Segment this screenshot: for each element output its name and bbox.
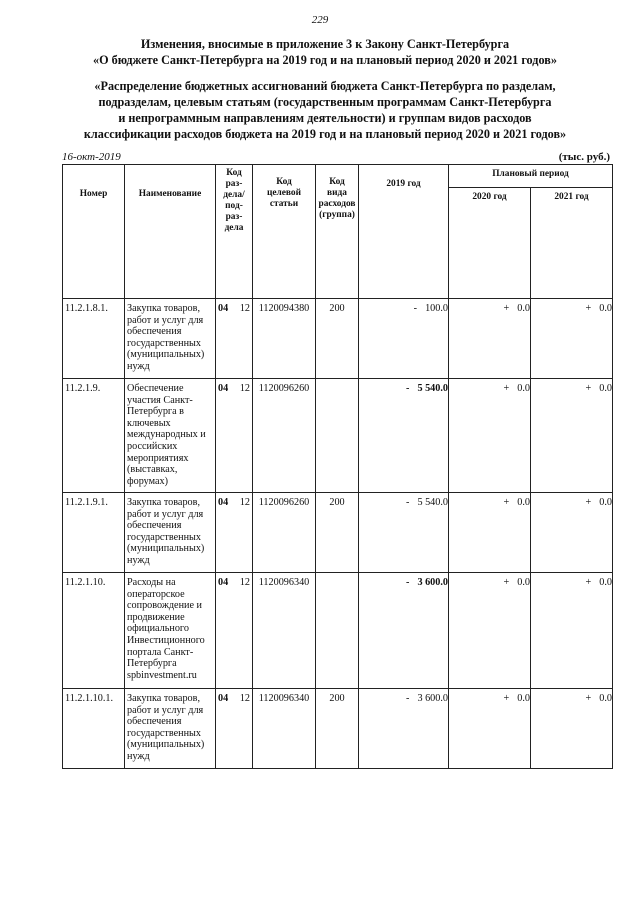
row-name-line: (муниципальных) bbox=[127, 543, 205, 555]
sign: - bbox=[406, 497, 410, 508]
table-row bbox=[63, 573, 613, 689]
row-amount-2019 bbox=[359, 299, 449, 379]
sign: + bbox=[585, 693, 592, 704]
sign: + bbox=[585, 497, 592, 508]
row-number: 11.2.1.10. bbox=[63, 573, 125, 689]
row-name bbox=[125, 379, 216, 493]
document-date: 16-окт-2019 bbox=[62, 151, 121, 163]
row-name-line: обеспечения bbox=[127, 326, 182, 338]
subsection-code: 12 bbox=[239, 693, 250, 704]
row-expense-type bbox=[316, 379, 359, 493]
section-code: 04 bbox=[218, 693, 229, 704]
row-amount-2021 bbox=[531, 689, 613, 769]
row-name-line: spbinvestment.ru bbox=[127, 669, 197, 681]
row-name-line: государственных bbox=[127, 727, 201, 739]
row-target-code: 1120096260 bbox=[253, 493, 316, 573]
row-name-line: Закупка товаров, bbox=[127, 693, 200, 704]
header-section bbox=[216, 165, 253, 299]
row-name-line: работ и услуг для bbox=[127, 508, 204, 520]
table-row bbox=[63, 299, 613, 379]
row-name-line: портала Санкт- bbox=[127, 646, 194, 658]
amount: 0.0 bbox=[517, 303, 530, 314]
row-name-line: Обеспечение bbox=[127, 383, 184, 394]
row-expense-type: 200 bbox=[316, 299, 359, 379]
sign: + bbox=[585, 303, 592, 314]
table-row bbox=[63, 689, 613, 769]
row-name bbox=[125, 493, 216, 573]
amount: 5 540.0 bbox=[417, 497, 448, 508]
row-amount-2021 bbox=[531, 493, 613, 573]
row-name-line: нужд bbox=[127, 750, 150, 762]
sign: - bbox=[413, 303, 418, 314]
row-target-code: 1120096340 bbox=[253, 689, 316, 769]
row-amount-2019 bbox=[359, 493, 449, 573]
header-2020: 2020 год bbox=[449, 188, 531, 299]
sign: - bbox=[406, 383, 410, 394]
sign: + bbox=[503, 693, 510, 704]
row-name-line: Закупка товаров, bbox=[127, 303, 200, 314]
page-number: 229 bbox=[311, 14, 329, 26]
row-amount-2020 bbox=[449, 573, 531, 689]
sign: + bbox=[503, 497, 510, 508]
row-number: 11.2.1.8.1. bbox=[63, 299, 125, 379]
header-expense-type-line: (группа) bbox=[319, 210, 355, 220]
row-name-line: работ и услуг для bbox=[127, 704, 204, 716]
row-name-line: Петербурга bbox=[127, 658, 177, 670]
row-name bbox=[125, 299, 216, 379]
row-name-line: (муниципальных) bbox=[127, 349, 205, 361]
amount: 0.0 bbox=[599, 693, 612, 704]
row-name-line: государственных bbox=[127, 337, 201, 349]
header-expense-type-line: вида bbox=[327, 188, 347, 198]
section-code: 04 bbox=[218, 303, 229, 314]
amount: 0.0 bbox=[517, 497, 530, 508]
amount: 3 600.0 bbox=[417, 693, 448, 704]
row-name-line: обеспечения bbox=[127, 520, 182, 532]
row-name-line: участия Санкт- bbox=[127, 394, 193, 406]
row-section-code bbox=[216, 573, 253, 689]
header-name: Наименование bbox=[125, 165, 216, 299]
amount: 0.0 bbox=[599, 497, 612, 508]
amount: 0.0 bbox=[517, 693, 530, 704]
row-name-line: нужд bbox=[127, 360, 150, 372]
row-section-code bbox=[216, 299, 253, 379]
row-amount-2020 bbox=[449, 689, 531, 769]
table-row bbox=[63, 493, 613, 573]
units-label: (тыс. руб.) bbox=[558, 151, 610, 163]
heading-appendix-title bbox=[40, 78, 610, 142]
row-expense-type bbox=[316, 573, 359, 689]
row-name-line: официального bbox=[127, 623, 189, 635]
heading-law-title-line: Изменения, вносимые в приложение 3 к Закону Санкт-Петербурга bbox=[140, 37, 510, 51]
header-section-line: раз- bbox=[225, 179, 243, 189]
row-section-code bbox=[216, 689, 253, 769]
row-amount-2019 bbox=[359, 573, 449, 689]
row-name-line: продвижение bbox=[127, 611, 185, 623]
header-target bbox=[253, 165, 316, 299]
header-expense-type-line: Код bbox=[329, 177, 345, 187]
row-name-line: работ и услуг для bbox=[127, 314, 204, 326]
heading-law-title bbox=[40, 36, 610, 68]
row-target-code: 1120094380 bbox=[253, 299, 316, 379]
sign: + bbox=[585, 577, 592, 588]
sign: + bbox=[503, 303, 510, 314]
heading-appendix-title-line: «Распределение бюджетных ассигнований бюджета Санкт-Петербурга по разделам, bbox=[94, 79, 556, 93]
row-expense-type: 200 bbox=[316, 689, 359, 769]
header-planned-period: Плановый период bbox=[449, 165, 613, 188]
amount: 3 600.0 bbox=[417, 577, 448, 588]
row-name-line: Закупка товаров, bbox=[127, 497, 200, 508]
row-name-line: форумах) bbox=[127, 475, 168, 487]
header-target-line: целевой bbox=[266, 188, 302, 198]
row-amount-2021 bbox=[531, 573, 613, 689]
row-amount-2020 bbox=[449, 299, 531, 379]
header-2021: 2021 год bbox=[531, 188, 613, 299]
amount: 100.0 bbox=[425, 303, 448, 314]
heading-appendix-title-line: и непрограммным направлениям деятельности) и группам видов расходов bbox=[118, 111, 532, 125]
row-number: 11.2.1.9. bbox=[63, 379, 125, 493]
row-name-line: мероприятиях bbox=[127, 452, 189, 464]
header-section-line: раз- bbox=[225, 212, 243, 222]
row-target-code: 1120096340 bbox=[253, 573, 316, 689]
row-amount-2021 bbox=[531, 299, 613, 379]
row-section-code bbox=[216, 379, 253, 493]
heading-appendix-title-line: подразделам, целевым статьям (государственным программам Санкт-Петербурга bbox=[98, 95, 552, 109]
row-name bbox=[125, 573, 216, 689]
row-name-line: Расходы на bbox=[127, 577, 176, 588]
header-target-line: Код bbox=[276, 177, 292, 187]
row-name-line: ключевых bbox=[127, 417, 171, 429]
table-row bbox=[63, 379, 613, 493]
row-number: 11.2.1.10.1. bbox=[63, 689, 125, 769]
row-amount-2019 bbox=[359, 379, 449, 493]
header-expense-type-line: расходов bbox=[318, 199, 356, 209]
header-target-line: статьи bbox=[269, 199, 299, 209]
heading-law-title-line: «О бюджете Санкт-Петербурга на 2019 год и на плановый период 2020 и 2021 годов» bbox=[93, 53, 557, 67]
heading-appendix-title-line: классификации расходов бюджета на 2019 год и на плановый период 2020 и 2021 годов» bbox=[83, 127, 567, 141]
amount: 0.0 bbox=[517, 577, 530, 588]
row-name-line: сопровождение и bbox=[127, 600, 203, 612]
section-code: 04 bbox=[218, 497, 229, 508]
header-number: Номер bbox=[63, 165, 125, 299]
row-name-line: обеспечения bbox=[127, 716, 182, 728]
row-amount-2019 bbox=[359, 689, 449, 769]
subsection-code: 12 bbox=[239, 577, 250, 588]
sign: + bbox=[503, 383, 510, 394]
sign: + bbox=[585, 383, 592, 394]
subsection-code: 12 bbox=[239, 303, 250, 314]
row-amount-2021 bbox=[531, 379, 613, 493]
row-name-line: нужд bbox=[127, 554, 150, 566]
row-name-line: российских bbox=[127, 440, 178, 452]
header-section-line: дела bbox=[224, 223, 244, 233]
row-name-line: операторское bbox=[127, 588, 185, 600]
subsection-code: 12 bbox=[239, 497, 250, 508]
row-name bbox=[125, 689, 216, 769]
amount: 0.0 bbox=[599, 303, 612, 314]
row-name-line: государственных bbox=[127, 531, 201, 543]
sign: - bbox=[406, 693, 410, 704]
header-expense-type bbox=[316, 165, 359, 299]
row-name-line: (муниципальных) bbox=[127, 739, 205, 751]
row-amount-2020 bbox=[449, 493, 531, 573]
amount: 0.0 bbox=[599, 383, 612, 394]
amount: 5 540.0 bbox=[417, 383, 448, 394]
budget-table bbox=[62, 164, 613, 769]
row-section-code bbox=[216, 493, 253, 573]
row-name-line: международных и bbox=[127, 429, 206, 441]
header-section-line: под- bbox=[225, 201, 243, 211]
sign: + bbox=[503, 577, 510, 588]
header-section-line: дела/ bbox=[223, 190, 245, 200]
amount: 0.0 bbox=[517, 383, 530, 394]
header-section-line: Код bbox=[226, 168, 242, 178]
row-name-line: (выставках, bbox=[127, 464, 178, 476]
row-expense-type: 200 bbox=[316, 493, 359, 573]
header-2019: 2019 год bbox=[359, 165, 449, 299]
section-code: 04 bbox=[218, 383, 229, 394]
row-amount-2020 bbox=[449, 379, 531, 493]
row-target-code: 1120096260 bbox=[253, 379, 316, 493]
row-number: 11.2.1.9.1. bbox=[63, 493, 125, 573]
document-heading bbox=[40, 36, 610, 142]
row-name-line: Петербурга в bbox=[127, 406, 184, 418]
row-name-line: Инвестиционного bbox=[127, 634, 205, 646]
amount: 0.0 bbox=[599, 577, 612, 588]
sign: - bbox=[406, 577, 410, 588]
subsection-code: 12 bbox=[239, 383, 250, 394]
section-code: 04 bbox=[218, 577, 229, 588]
